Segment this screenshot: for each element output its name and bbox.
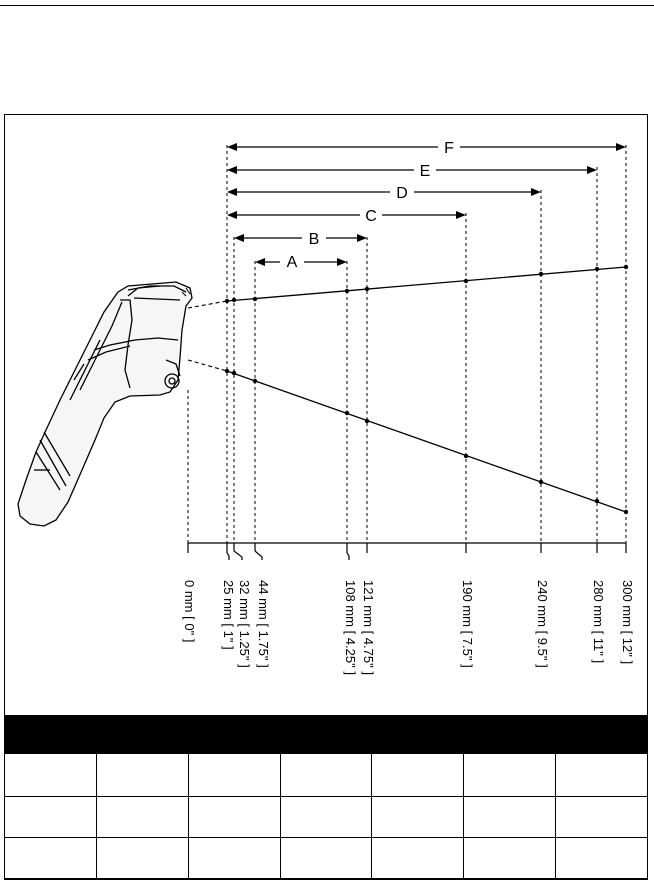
table-cell — [372, 797, 464, 838]
distance-label-121mm: 121 mm [ 4.75" ] — [361, 580, 376, 675]
table-cell — [555, 838, 647, 879]
distance-label-280mm: 280 mm [ 11" ] — [591, 580, 606, 664]
distance-label-25mm: 25 mm [ 1" ] — [221, 580, 236, 650]
distance-label-0mm: 0 mm [ 0" ] — [182, 580, 197, 643]
distance-label-108mm: 108 mm [ 4.25" ] — [343, 580, 358, 675]
table-cell — [555, 754, 647, 797]
dimension-arrows — [227, 143, 626, 266]
table-cell — [280, 754, 372, 797]
dimension-label-b: B — [308, 231, 320, 248]
table-cell — [372, 838, 464, 879]
beam-points — [225, 265, 628, 514]
table-header-band — [5, 715, 647, 754]
table-cell — [280, 838, 372, 879]
beam-origin-lines — [188, 301, 227, 371]
table-row — [5, 797, 647, 838]
distance-labels — [182, 580, 635, 675]
table-cell — [555, 797, 647, 838]
distance-label-300mm: 300 mm [ 12" ] — [620, 580, 635, 665]
dimension-label-e: E — [419, 163, 431, 180]
table-cell — [5, 838, 97, 879]
dimension-label-d: D — [396, 185, 408, 202]
barcode-scanner-illustration — [18, 282, 192, 526]
table-cell — [464, 754, 556, 797]
table-cell — [464, 838, 556, 879]
distance-label-32mm: 32 mm [ 1.25" ] — [237, 580, 252, 668]
table-cell — [5, 754, 97, 797]
table-cell — [97, 797, 189, 838]
table-cell — [188, 754, 280, 797]
distance-guides — [188, 145, 626, 543]
table-cell — [97, 754, 189, 797]
dimension-label-f: F — [444, 140, 454, 157]
distance-label-44mm: 44 mm [ 1.75" ] — [256, 580, 271, 668]
table-cell — [188, 838, 280, 879]
distance-label-240mm: 240 mm [ 9.5" ] — [535, 580, 550, 668]
dimension-labels — [287, 140, 454, 271]
table-cell — [464, 797, 556, 838]
spec-table — [5, 754, 647, 879]
table-cell — [188, 797, 280, 838]
beam-envelope — [227, 267, 626, 512]
dimension-label-c: C — [365, 208, 377, 225]
dimension-label-a: A — [286, 254, 298, 271]
table-row — [5, 838, 647, 879]
table-row — [5, 754, 647, 797]
table-cell — [280, 797, 372, 838]
table-cell — [5, 797, 97, 838]
table-cell — [97, 838, 189, 879]
distance-scale — [188, 543, 626, 560]
table-cell — [372, 754, 464, 797]
distance-label-190mm: 190 mm [ 7.5" ] — [460, 580, 475, 668]
